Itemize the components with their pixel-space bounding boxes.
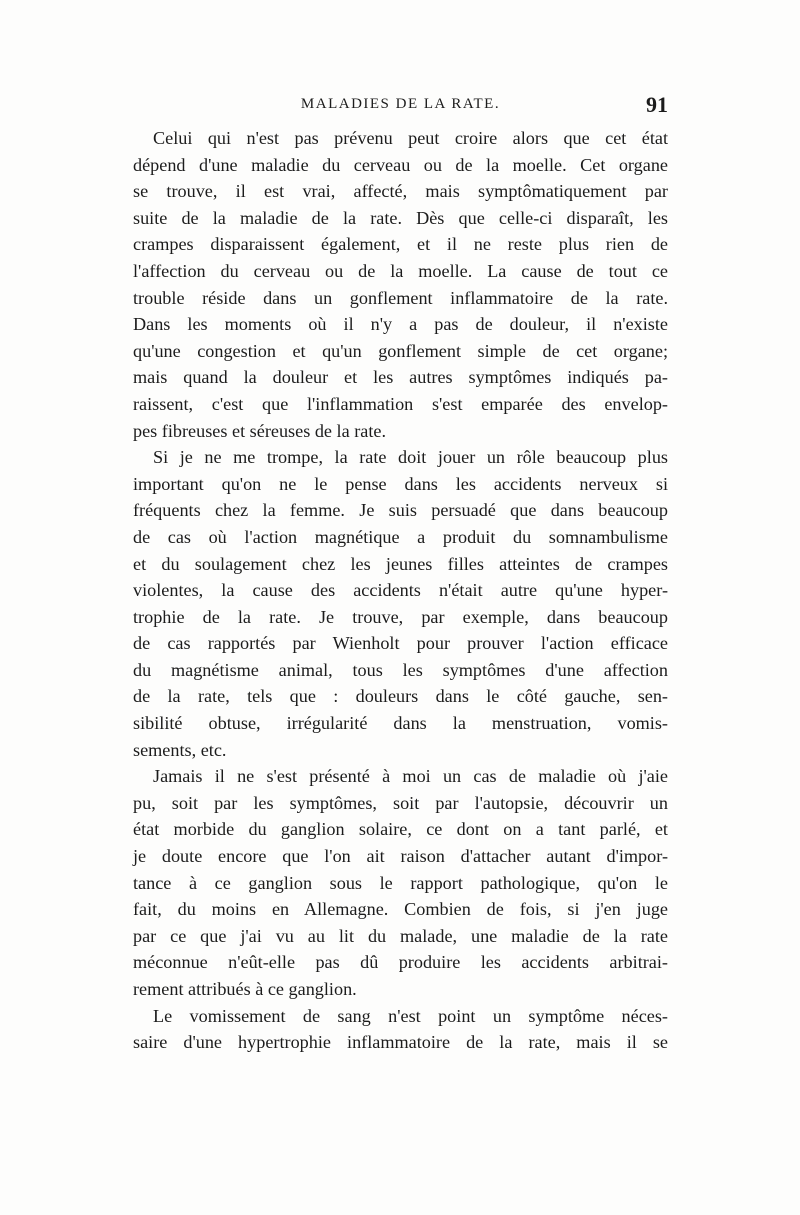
text-line: important qu'on ne le pense dans les accidents nerveux si <box>133 473 668 494</box>
text-line: sibilité obtuse, irrégularité dans la menstruation, vomis- <box>133 713 668 734</box>
text-line: saire d'une hypertrophie inflammatoire de la rate, mais il se <box>133 1032 668 1053</box>
text-line: et du soulagement chez les jeunes filles atteintes de crampes <box>133 553 668 574</box>
text-line: trouble réside dans un gonflement inflammatoire de la rate. <box>133 287 668 308</box>
text-line: trophie de la rate. Je trouve, par exemple, dans beaucoup <box>133 606 668 627</box>
text-line: Dans les moments où il n'y a pas de douleur, il n'existe <box>133 314 668 335</box>
text-line: Jamais il ne s'est présenté à moi un cas de maladie où j'aie <box>153 766 668 787</box>
text-line: dépend d'une maladie du cerveau ou de la moelle. Cet organe <box>133 154 668 175</box>
running-title: MALADIES DE LA RATE. <box>300 96 501 112</box>
text-line: suite de la maladie de la rate. Dès que celle-ci disparaît, les <box>133 207 668 228</box>
paragraph-2 <box>133 444 668 763</box>
paragraph-4 <box>133 1003 668 1056</box>
text-line: violentes, la cause des accidents n'était autre qu'une hyper- <box>133 580 668 601</box>
text-line: Celui qui n'est pas prévenu peut croire alors que cet état <box>153 128 668 148</box>
text-line: fréquents chez la femme. Je suis persuadé que dans beaucoup <box>133 500 668 521</box>
text-line: de cas où l'action magnétique a produit du somnambulisme <box>133 526 668 547</box>
text-line: je doute encore que l'on ait raison d'attacher autant d'impor- <box>133 846 668 867</box>
text-line: tance à ce ganglion sous le rapport pathologique, qu'on le <box>133 872 668 893</box>
paragraph-1 <box>133 125 668 444</box>
text-line: raissent, c'est que l'inflammation s'est emparée des envelop- <box>133 393 668 414</box>
text-line: de cas rapportés par Wienholt pour prouver l'action efficace <box>133 633 668 654</box>
text-line: qu'une congestion et qu'un gonflement simple de cet organe; <box>133 340 668 361</box>
text-line: sements, etc. <box>133 739 227 760</box>
text-line: Si je ne me trompe, la rate doit jouer un rôle beaucoup plus <box>153 447 668 468</box>
page-number: 91 <box>646 92 668 117</box>
paragraph-3 <box>133 763 668 1002</box>
text-line: mais quand la douleur et les autres symptômes indiqués pa- <box>133 367 668 388</box>
text-line: pu, soit par les symptômes, soit par l'autopsie, découvrir un <box>133 792 668 813</box>
body-text <box>133 125 668 1056</box>
text-line: Le vomissement de sang n'est point un symptôme néces- <box>153 1005 668 1026</box>
text-line: pes fibreuses et séreuses de la rate. <box>133 420 386 441</box>
text-line: du magnétisme animal, tous les symptômes d'une affection <box>133 659 668 680</box>
text-line: l'affection du cerveau ou de la moelle. La cause de tout ce <box>133 260 668 281</box>
text-line: fait, du moins en Allemagne. Combien de fois, si j'en juge <box>133 899 668 920</box>
text-line: état morbide du ganglion solaire, ce dont on a tant parlé, et <box>133 819 668 840</box>
running-head <box>133 92 668 122</box>
text-line: par ce que j'ai vu au lit du malade, une maladie de la rate <box>133 925 668 946</box>
text-line: crampes disparaissent également, et il ne reste plus rien de <box>133 234 668 255</box>
text-line: de la rate, tels que : douleurs dans le côté gauche, sen- <box>133 686 668 707</box>
text-line: méconnue n'eût-elle pas dû produire les accidents arbitrai- <box>133 952 668 973</box>
text-line: rement attribués à ce ganglion. <box>133 979 357 999</box>
text-line: se trouve, il est vrai, affecté, mais symptômatiquement par <box>133 181 668 202</box>
